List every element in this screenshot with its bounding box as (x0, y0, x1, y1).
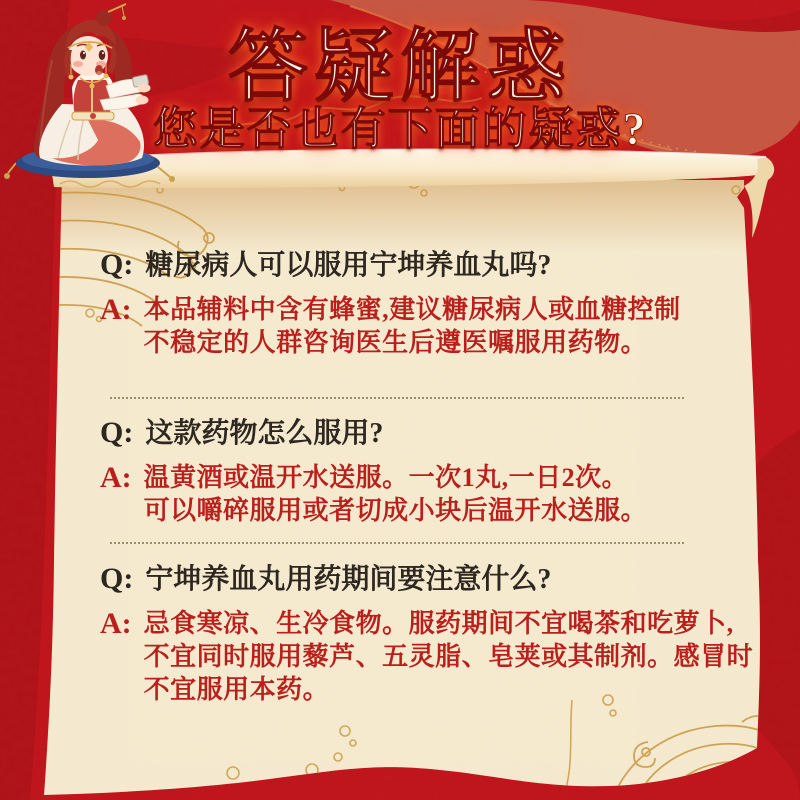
page-title: 答疑解惑 (228, 24, 572, 112)
answer-line: 温黄酒或温开水送服。一次1丸,一日2次。 (143, 463, 629, 492)
answer-text (144, 461, 648, 527)
q-prefix-label: Q: (100, 562, 134, 595)
answer-line: 忌食寒凉、生冷食物。服药期间不宜喝茶和吃萝卜, (143, 609, 734, 638)
question-row (100, 416, 720, 451)
a-prefix-label: A: (100, 607, 132, 640)
qa-block-2 (100, 416, 720, 527)
q-prefix-label: Q: (100, 416, 134, 449)
answer-line: 不宜同时服用藜芦、五灵脂、皂荚或其制剂。感冒时 (143, 642, 754, 671)
answer-row (100, 293, 720, 359)
page-subtitle: 您是否也有下面的疑惑? (152, 104, 648, 154)
answer-row (100, 461, 720, 527)
a-prefix-label: A: (100, 293, 132, 326)
dotted-divider (110, 542, 684, 544)
answer-text (144, 293, 681, 359)
question-row (100, 562, 720, 597)
a-prefix-label: A: (100, 461, 132, 494)
question-row (100, 248, 720, 283)
question-text: 这款药物怎么服用? (145, 418, 384, 449)
answer-line: 本品辅料中含有蜂蜜,建议糖尿病人或血糖控制 (143, 295, 681, 324)
answer-line: 不稳定的人群咨询医生后遵医嘱服用药物。 (143, 328, 648, 357)
q-prefix-label: Q: (100, 248, 134, 281)
answer-line: 可以嚼碎服用或者切成小块后温开水送服。 (143, 496, 648, 525)
question-text: 宁坤养血丸用药期间要注意什么? (145, 564, 552, 595)
dotted-divider (110, 397, 684, 399)
qa-block-3 (100, 562, 754, 706)
qa-block-1 (100, 248, 720, 359)
question-text: 糖尿病人可以服用宁坤养血丸吗? (145, 250, 552, 281)
answer-row (100, 607, 754, 706)
answer-line: 不宜服用本药。 (143, 675, 330, 704)
answer-text (144, 607, 754, 706)
